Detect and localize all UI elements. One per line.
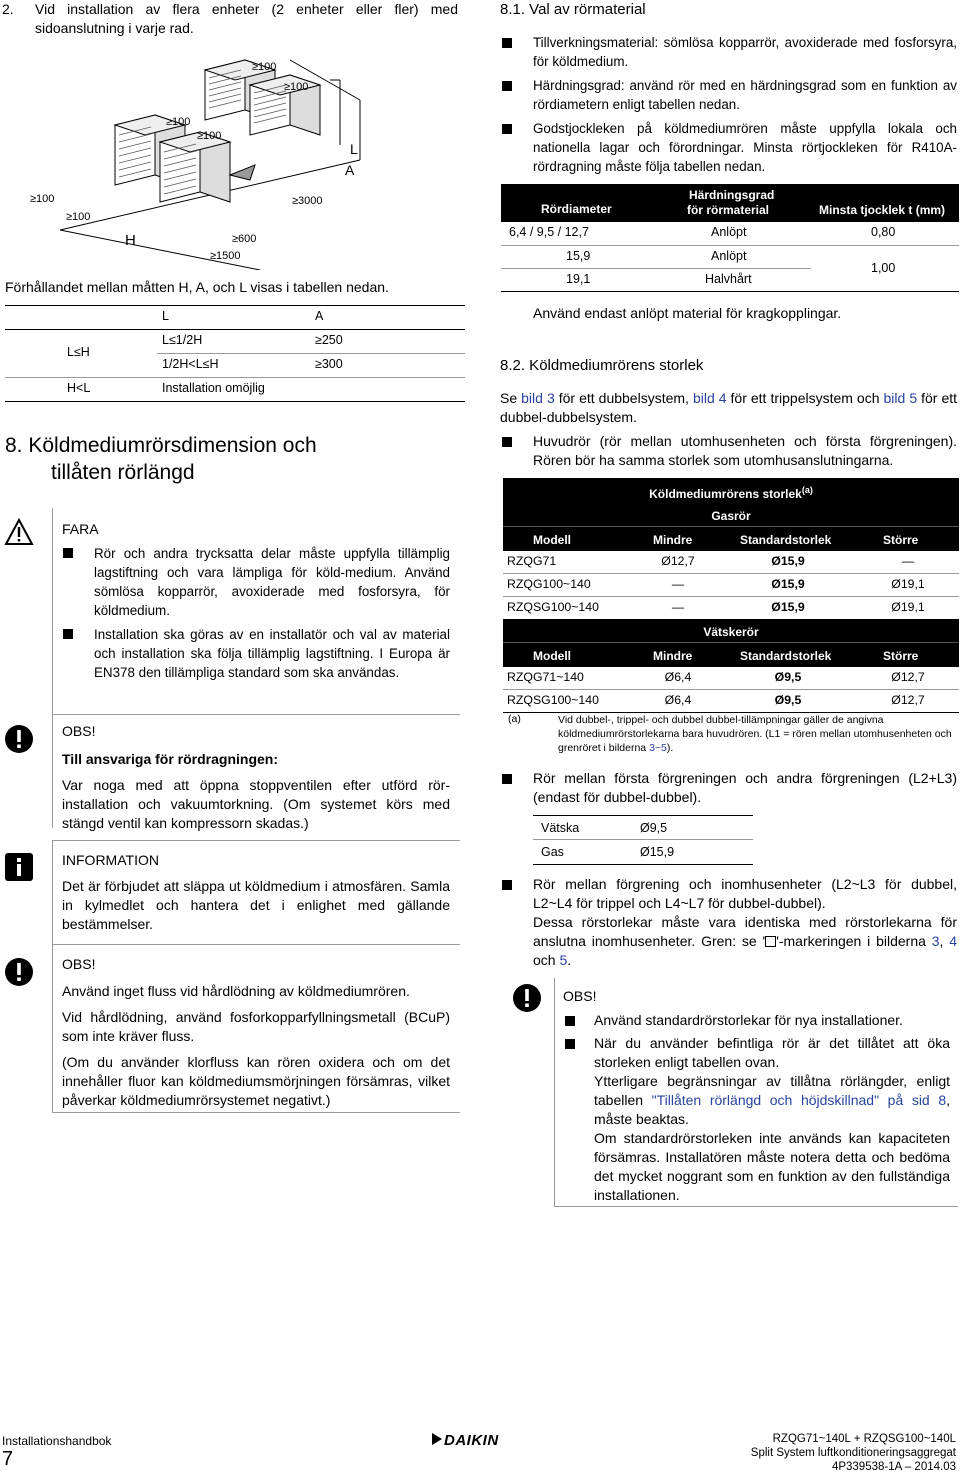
step-text: Vid installation av flera enheter (2 enheter eller fler) med sidoanslutning i varje rad.: [35, 1, 458, 36]
size-bullet-1: Huvudrör (rör mellan utomhusenheten och första förgreningen). Rören bör ha samma storlek som utomhusanslutningarna.: [533, 433, 957, 468]
bullet-icon: [502, 880, 512, 890]
table-cell: Ø15,9: [640, 845, 675, 859]
bullet-icon: [502, 38, 512, 48]
step-number: 2.: [2, 1, 14, 17]
table-cell: Installation omöjlig: [162, 381, 265, 395]
fara-title: FARA: [62, 521, 99, 537]
bullet-icon: [63, 548, 73, 558]
table-cell: Ø19,1: [891, 577, 925, 591]
section-title: 8.1. Val av rörmaterial: [500, 1, 646, 18]
obs-text: Använd inget fluss vid hårdlödning av köldmediumrören.: [62, 983, 410, 999]
table-title-row: Köldmediumrörens storlek$^{(a)}$: [503, 478, 959, 504]
obs-title: OBS!: [62, 956, 96, 972]
bullet-icon: [565, 1016, 575, 1026]
bullet-icon: [502, 124, 512, 134]
branch-marker-icon: [765, 936, 776, 947]
obs-bullet-1: Använd standardrörstorlekar för nya installationer.: [594, 1012, 903, 1028]
table-header: Mindre: [653, 649, 693, 663]
relation-text: Förhållandet mellan måtten H, A, och L visas i tabellen nedan.: [5, 279, 389, 295]
table-cell: RZQSG100~140: [507, 693, 599, 707]
fara-bullet-1: Rör och andra trycksatta delar måste uppfylla tillämplig lagstiftning och vara lämpliga för köld-medium. Använd sömlösa kopparrör, avoxiderade med fosforsyra, för köldmedium.: [94, 546, 450, 618]
dim-label: ≥100: [252, 61, 277, 73]
page-number: 7: [2, 1448, 14, 1470]
table-cell: —: [671, 600, 685, 614]
obs-title: OBS!: [62, 723, 96, 739]
size-intro: Se bild 3 för ett dubbelsystem, bild 4 för ett trippelsystem och bild 5 för ett dubbel-dubbelsystem.: [500, 390, 958, 425]
table-header: Modell: [533, 649, 571, 663]
fara-bullet-2: Installation ska göras av en installatör och val av material och installation ska följa tillämplig lagstiftning. I Europa är EN378 den tillämpliga standard som ska användas.: [94, 627, 450, 680]
table-cell: —: [901, 554, 915, 568]
wall-outline: [330, 80, 340, 145]
table-header: Större: [883, 649, 919, 663]
table-row: [503, 689, 959, 713]
info-title: INFORMATION: [62, 852, 159, 868]
section-title: 8.2. Köldmediumrörens storlek: [500, 357, 704, 374]
table-cell: Gas: [541, 845, 564, 859]
table-cell: Ø9,5: [774, 670, 802, 684]
table-cell: RZQSG100~140: [507, 600, 599, 614]
table-cell: Ø6,4: [664, 693, 692, 707]
material-bullet-2: Härdningsgrad: använd rör med en härdningsgrad som en funktion av rördiametern enligt tabellen nedan.: [533, 78, 957, 112]
obs-subtitle: Till ansvariga för rördragningen:: [62, 751, 279, 767]
section-title: 8. Köldmediumrörsdimension och tillåten rörlängd: [5, 434, 317, 484]
table-header: A: [315, 309, 324, 323]
note-text: Använd endast anlöpt material för kragkopplingar.: [533, 305, 842, 321]
link-bild-4[interactable]: bild 4: [692, 390, 727, 406]
table-header: Större: [883, 533, 919, 547]
dim-label: ≥100: [66, 211, 91, 223]
table-cell: Vätska: [541, 821, 580, 835]
table-cell: RZQG71~140: [507, 670, 584, 684]
table-row: [503, 666, 959, 690]
table-row: [533, 815, 753, 840]
link-bild-4[interactable]: 4: [949, 933, 957, 949]
link-bild-3[interactable]: bild 3: [521, 390, 555, 406]
size-bullet-3-cont: Dessa rörstorlekar måste vara identiska med rörstorlekarna för anslutna inomhusenheter. Gren: se ' '-markeringen i bilderna 3, 4 och 5.: [533, 914, 957, 968]
dim-label: A: [345, 162, 355, 178]
footer-manual-label: Installationshandbok: [2, 1434, 112, 1448]
obs-text: Var noga med att öppna stoppventilen efter utförd rör-installation och vakuumtorkning. (Om systemet körs med stängd ventil kan kompressorn skadas.): [62, 777, 450, 831]
table-cell: 1/2H<L≤H: [162, 357, 219, 371]
table-cell: L≤1/2H: [162, 333, 203, 347]
size-bullet-3: Rör mellan förgrening och inomhusenheter (L2~L3 för dubbel, L2~L4 för trippel och L4~L7 för dubbel-dubbel).: [533, 876, 957, 911]
table-header: Standardstorlek: [740, 649, 832, 663]
table-cell: RZQG100~140: [507, 577, 591, 591]
table-cell: ≥300: [315, 357, 343, 371]
link-bilder-3-5[interactable]: 3~5: [649, 742, 667, 754]
table-cell: RZQG71: [507, 554, 557, 568]
dim-label: L: [350, 141, 358, 157]
table-cell: Ø12,7: [891, 670, 925, 684]
table-cell: Ø6,4: [664, 670, 692, 684]
table-row: [503, 573, 959, 597]
table-header: Modell: [533, 533, 571, 547]
dim-label: ≥100: [197, 130, 222, 142]
caution-icon: [4, 724, 34, 754]
bullet-icon: [502, 81, 512, 91]
table-row: [533, 839, 753, 865]
table-cell: Ø9,5: [640, 821, 668, 835]
bullet-icon: [63, 629, 73, 639]
link-bild-5[interactable]: 5: [559, 952, 568, 968]
dim-label: ≥100: [30, 193, 55, 205]
table-cell: Ø15,9: [771, 577, 805, 591]
table-cell: Ø12,7: [661, 554, 695, 568]
obs-title: OBS!: [563, 988, 597, 1004]
dim-label: ≥100: [284, 81, 309, 93]
size-bullet-2: Rör mellan första förgreningen och andra förgreningen (L2+L3) (endast för dubbel-dubbel).: [533, 770, 957, 805]
caution-icon: [512, 983, 542, 1013]
warning-triangle-icon: [4, 518, 34, 546]
table-cell: Ø9,5: [774, 693, 802, 707]
table-header: L: [162, 309, 169, 323]
dim-label: H: [125, 232, 136, 249]
table-cell: ≥250: [315, 333, 343, 347]
table-row: [503, 596, 959, 620]
info-icon: [4, 852, 34, 882]
table-cell: H<L: [67, 381, 91, 395]
table-cell: L≤H: [67, 345, 90, 359]
dim-label: ≥3000: [292, 195, 323, 207]
obs-text: Vid hårdlödning, använd fosforkopparfyllningsmetall (BCuP) som inte kräver fluss.: [62, 1009, 450, 1044]
obs-bullet-2: När du använder befintliga rör är det tillåtet att öka storleken enligt tabellen ovan. Ytterligare begränsningar av tillåtna rörlängder, enligt tabellen "Tillåten rörlängd och höjdskillnad" på sid 8, måste beaktas. Om standardrörstorleken inte används kan kapaciteten försämras. Installatören måste notera detta och bedöma det mycket noggrant som en funktion av den fullständiga installationen.: [594, 1035, 950, 1203]
footnote-text: Vid dubbel-, trippel- och dubbel dubbel-tillämpningar gäller de angivna köldmediumrörstorlekarna bara huvudrören. (L1 = rören mellan utomhusenheten och grenröret i bilderna 3~5).: [558, 714, 952, 754]
table-cell: Ø15,9: [771, 600, 805, 614]
table-header-row: Rördiameter Härdningsgrad för rörmaterial Minsta tjocklek t (mm): [501, 184, 959, 222]
table-cell: Ø15,9: [771, 554, 805, 568]
installation-diagram: [0, 40, 470, 270]
link-bild-3[interactable]: 3: [931, 933, 940, 949]
bullet-icon: [502, 437, 512, 447]
dim-label: ≥1500: [210, 250, 241, 262]
footnote-mark: (a): [508, 713, 521, 725]
dim-label: ≥600: [232, 233, 257, 245]
table-row: [503, 550, 959, 574]
airflow-arrow-icon: [230, 165, 255, 180]
table-header: Mindre: [653, 533, 693, 547]
caution-icon: [4, 957, 34, 987]
material-bullet-1: Tillverkningsmaterial: sömlösa kopparrör, avoxiderade med fosforsyra, för köldmedium.: [533, 35, 957, 69]
material-bullet-3: Godstjockleken på köldmediumrören måste uppfylla lokala och nationella lagar och förordningar. Minsta rörtjockleken för R410A-rördragning måste följa tabellen nedan.: [533, 121, 957, 174]
table-header: Standardstorlek: [740, 533, 832, 547]
link-tillaten-rorlangd[interactable]: "Tillåten rörlängd och höjdskillnad" på sid 8: [651, 1092, 947, 1108]
table-cell: Ø12,7: [891, 693, 925, 707]
bullet-icon: [502, 774, 512, 784]
table-cell: —: [671, 577, 685, 591]
footer-model-info: RZQG71~140L + RZQSG100~140L Split System luftkonditioneringsaggregat 4P339538-1A – 2014.03: [750, 1433, 956, 1473]
table-cell: Ø19,1: [891, 600, 925, 614]
bullet-icon: [565, 1039, 575, 1049]
daikin-logo: DAIKIN: [432, 1432, 499, 1449]
link-bild-5[interactable]: bild 5: [883, 390, 918, 406]
info-text: Det är förbjudet att släppa ut köldmedium i atmosfären. Samla in kylmedlet och hantera det i enlighet med gällande bestämmelser.: [62, 878, 450, 932]
dim-label: ≥100: [166, 116, 191, 128]
obs-text: (Om du använder klorfluss kan rören oxidera och om det innehåller fluor kan köldmediumsmörjningen försämras, vilket påverkar köldmediumrörsystemet negativt.): [62, 1054, 450, 1108]
